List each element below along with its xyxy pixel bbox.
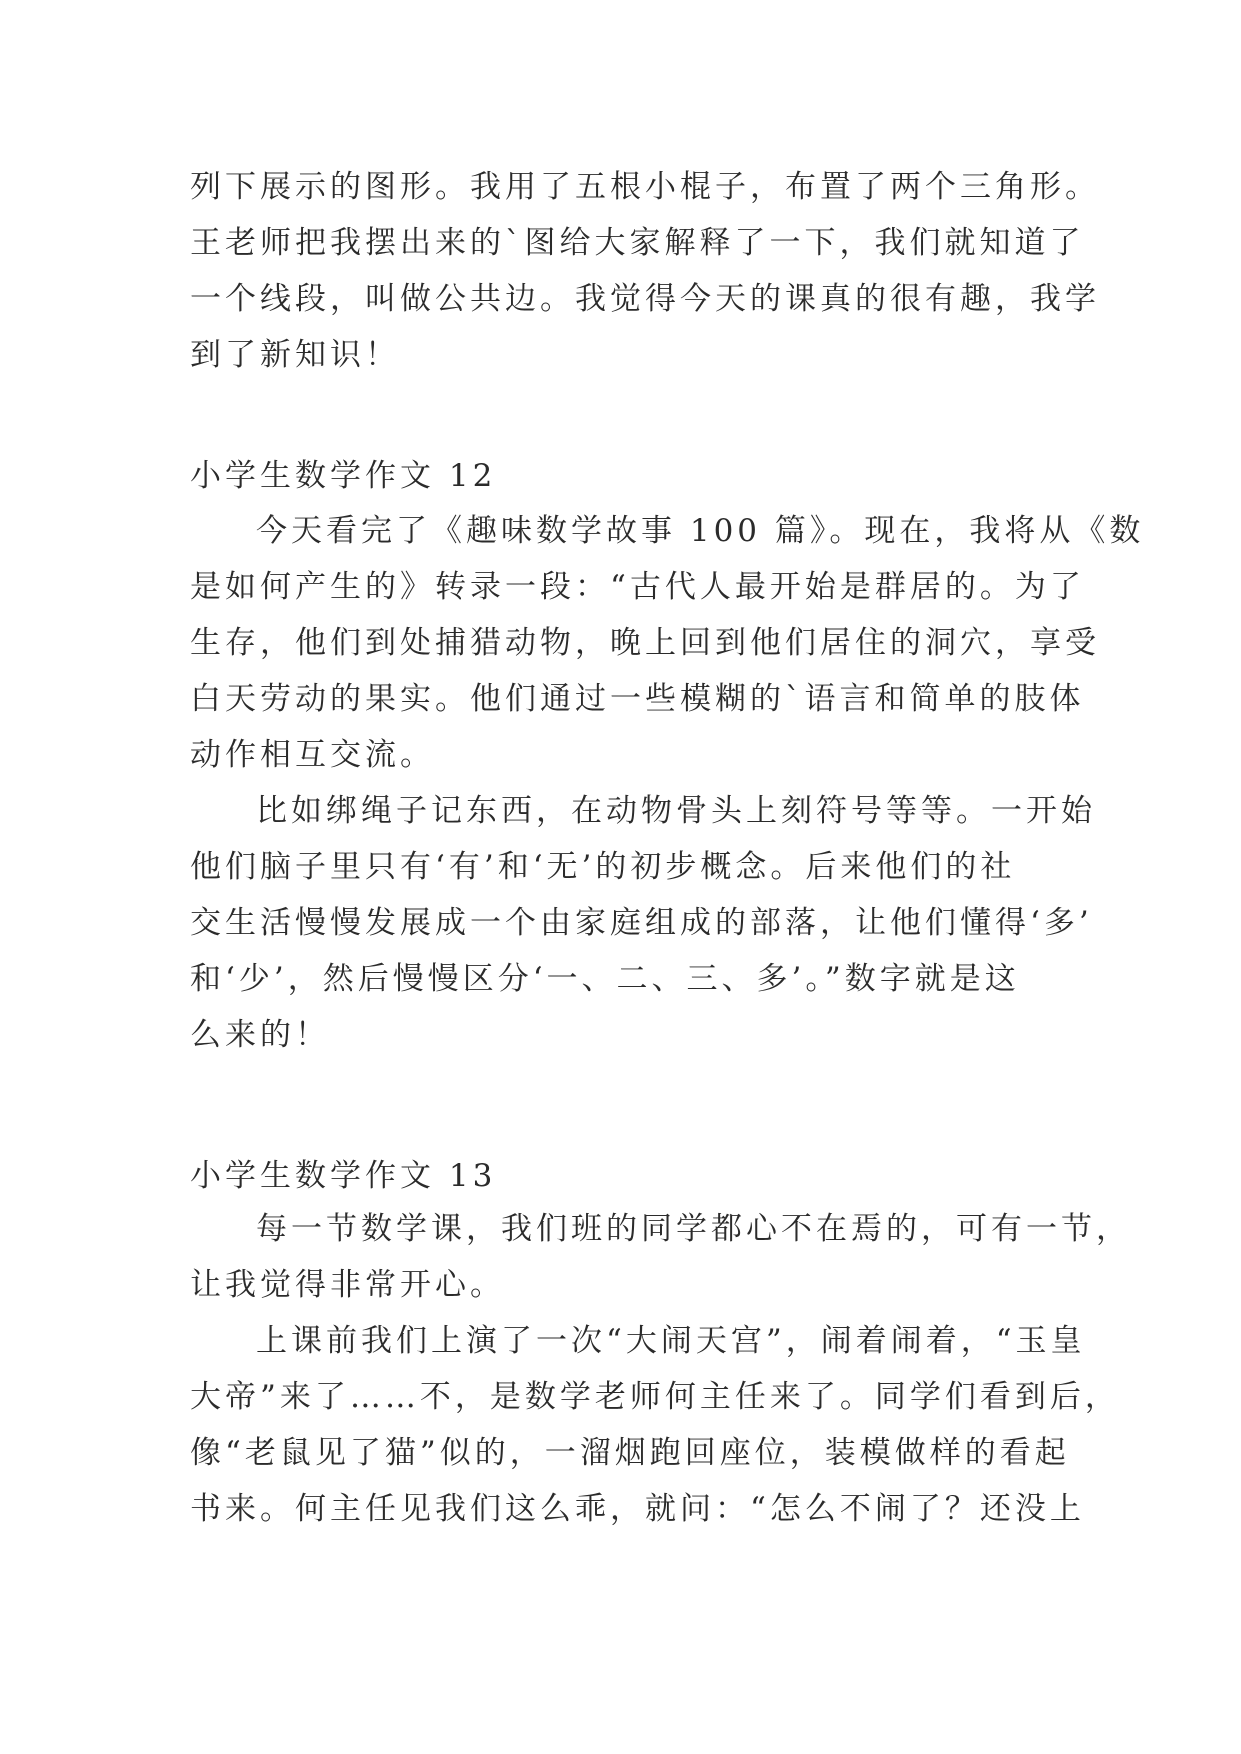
- text-line: 到了新知识！: [190, 337, 400, 373]
- text-line: 大帝”来了……不，是数学老师何主任来了。同学们看到后，: [190, 1379, 1120, 1415]
- text-line: 交生活慢慢发展成一个由家庭组成的部落，让他们懂得‘多’: [190, 905, 1093, 941]
- text-line: 一个线段，叫做公共边。我觉得今天的课真的很有趣，我学: [190, 281, 1100, 317]
- text-line: 书来。何主任见我们这么乖，就问：“怎么不闹了？还没上: [190, 1491, 1085, 1527]
- intro-paragraph: [190, 159, 1100, 383]
- text-line: 今天看完了《趣味数学故事 100 篇》。现在，我将从《数: [256, 513, 1145, 549]
- text-line: 动作相互交流。: [190, 737, 435, 773]
- text-line: 让我觉得非常开心。: [190, 1267, 505, 1303]
- text-line: 列下展示的图形。我用了五根小棍子，布置了两个三角形。: [190, 169, 1100, 205]
- text-line: 他们脑子里只有‘有’和‘无’的初步概念。后来他们的社: [190, 849, 1016, 885]
- text-line: 王老师把我摆出来的`图给大家解释了一下，我们就知道了: [190, 225, 1085, 261]
- text-line: 上课前我们上演了一次“大闹天宫”，闹着闹着，“玉皇: [256, 1323, 1086, 1359]
- text-line: 每一节数学课，我们班的同学都心不在焉的，可有一节，: [256, 1211, 1131, 1247]
- text-line: 生存，他们到处捕猎动物，晚上回到他们居住的洞穴，享受: [190, 625, 1100, 661]
- text-line: 么来的！: [190, 1017, 330, 1053]
- text-line: 白天劳动的果实。他们通过一些模糊的`语言和简单的肢体: [190, 681, 1085, 717]
- section-heading: 小学生数学作文 13: [190, 1158, 497, 1194]
- section-heading: 小学生数学作文 12: [190, 458, 497, 494]
- essay-13-body: [190, 1201, 1131, 1537]
- text-line: 是如何产生的》转录一段：“古代人最开始是群居的。为了: [190, 569, 1085, 605]
- essay-12-heading: [190, 448, 1060, 504]
- text-line: 和‘少’，然后慢慢区分‘一、二、三、多’。”数字就是这: [190, 961, 1020, 997]
- text-line: 像“老鼠见了猫”似的，一溜烟跑回座位，装模做样的看起: [190, 1435, 1070, 1471]
- essay-12-body: [190, 503, 1145, 1063]
- text-line: 比如绑绳子记东西，在动物骨头上刻符号等等。一开始: [256, 793, 1096, 829]
- essay-13-heading: [190, 1148, 1060, 1204]
